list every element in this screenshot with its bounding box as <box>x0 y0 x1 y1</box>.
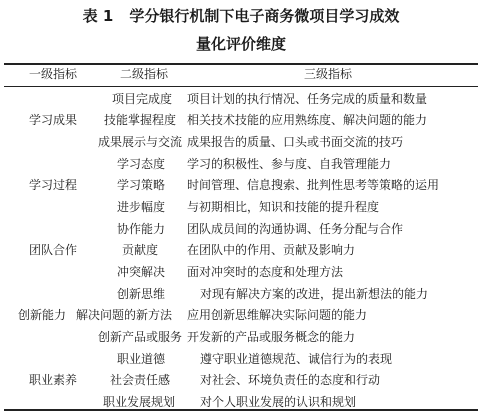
level1-cell: 职业素养 <box>29 373 78 387</box>
level3-cell: 相关技术技能的应用熟练度、解决问题的能力 <box>187 113 428 127</box>
level3-cell: 在团队中的作用、贡献及影响力 <box>187 243 356 257</box>
level2-cell: 贡献度 <box>122 243 159 257</box>
level1-cell: 学习过程 <box>29 178 78 192</box>
level1-cell: 创新能力 <box>18 308 67 322</box>
level2-cell: 进步幅度 <box>117 200 166 214</box>
level2-cell: 职业发展规划 <box>103 395 176 409</box>
header-level1: 一级指标 <box>29 67 78 81</box>
level3-cell: 遵守职业道德规范、诚信行为的表现 <box>200 352 393 366</box>
table-title-line-1 <box>0 6 482 26</box>
level3-cell: 对个人职业发展的认识和规划 <box>200 395 357 409</box>
table-bottom-rule <box>4 409 478 411</box>
header-level3: 三级指标 <box>304 67 353 81</box>
level2-cell: 成果展示与交流 <box>98 135 183 149</box>
level1-cell: 学习成果 <box>29 113 78 127</box>
level2-cell: 学习策略 <box>117 178 166 192</box>
level2-cell: 职业道德 <box>117 352 166 366</box>
level2-cell: 创新产品或服务 <box>98 330 183 344</box>
level3-cell: 应用创新思维解决实际问题的能力 <box>187 308 368 322</box>
level2-cell: 项目完成度 <box>112 92 173 106</box>
table-header-rule <box>4 86 478 87</box>
level2-cell: 学习态度 <box>117 157 166 171</box>
level3-cell: 对现有解决方案的改进，提出新想法的能力 <box>200 287 429 301</box>
level2-cell: 解决问题的新方法 <box>76 308 173 322</box>
level2-cell: 社会责任感 <box>110 373 171 387</box>
table-number: 表 1 <box>82 7 114 25</box>
level2-cell: 冲突解决 <box>117 265 166 279</box>
level3-cell: 时间管理、信息搜索、批判性思考等策略的运用 <box>187 178 440 192</box>
level2-cell: 创新思维 <box>117 287 166 301</box>
header-level2: 二级指标 <box>120 67 169 81</box>
level1-cell: 团队合作 <box>29 243 78 257</box>
table-top-rule <box>4 63 478 65</box>
level3-cell: 团队成员间的沟通协调、任务分配与合作 <box>187 222 404 236</box>
level3-cell: 学习的积极性、参与度、自我管理能力 <box>187 157 392 171</box>
level2-cell: 协作能力 <box>117 222 166 236</box>
level3-cell: 与初期相比，知识和技能的提升程度 <box>187 200 380 214</box>
level3-cell: 对社会、环境负责任的态度和行动 <box>200 373 381 387</box>
level3-cell: 面对冲突时的态度和处理方法 <box>187 265 344 279</box>
level3-cell: 成果报告的质量、口头或书面交流的技巧 <box>187 135 404 149</box>
table-title-line-2: 量化评价维度 <box>195 35 286 53</box>
level2-cell: 技能掌握程度 <box>104 113 177 127</box>
level3-cell: 开发新的产品或服务概念的能力 <box>187 330 356 344</box>
level3-cell: 项目计划的执行情况、任务完成的质量和数量 <box>187 92 428 106</box>
table-title: 学分银行机制下电子商务微项目学习成效 <box>129 7 400 25</box>
